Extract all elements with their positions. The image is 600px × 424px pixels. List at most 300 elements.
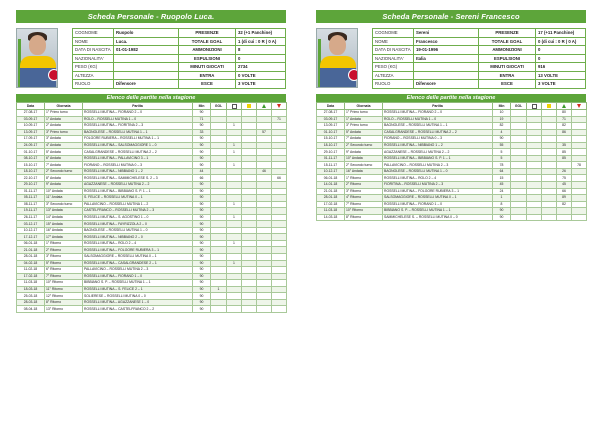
cell-date: 28-01-18 [317, 195, 345, 202]
column-header-col-in [257, 103, 272, 110]
cell-match: SALSOMAGGIORE – ROSSELLI MUTINA 0 – 1 [83, 254, 193, 261]
cell-minutes: 90 [193, 155, 211, 162]
info-label: PESO (KG) [373, 63, 414, 72]
cell-col-white: 1 [227, 214, 242, 221]
info-value: Luca. [114, 37, 179, 46]
player-info-table [372, 28, 586, 89]
cell-match: CASALGRANDESE – ROSSELLI MUTINA 2 – 2 [383, 129, 493, 136]
cell-minutes: 90 [193, 162, 211, 169]
cell-minutes: 19 [493, 116, 511, 123]
cell-date: 11-03-18 [17, 280, 45, 287]
cell-match: ROSSELLI MUTINA – FOLGORE RUBIERA 3 – 1 [83, 247, 193, 254]
cell-minutes: 90 [193, 260, 211, 267]
stat-label: PRESENZE [479, 29, 536, 38]
cell-match: CASTELFRANCO – ROSSELLI MUTINA 2 – 3 [83, 208, 193, 215]
cell-round: 5° Andata [345, 129, 383, 136]
cell-col-in: 57 [257, 129, 272, 136]
cell-col-white: 1 [227, 123, 242, 130]
cell-round: 6° Andata [45, 155, 83, 162]
stat-label: PRESENZE [179, 29, 236, 38]
sub-in-icon [562, 104, 566, 108]
cell-round: 15° Andata [45, 221, 83, 228]
cell-match: ROLO – ROSSELLI MUTINA 1 – 0 [83, 116, 193, 123]
info-row [73, 29, 286, 38]
cell-minutes: 78 [493, 162, 511, 169]
cell-date: 05-11-17 [17, 195, 45, 202]
stat-value: 13 VOLTE [536, 71, 586, 80]
info-label: ALTEZZA [73, 71, 114, 80]
cell-col-in: 85 [557, 155, 572, 162]
cell-round: 9° Andata [345, 149, 383, 156]
cell-minutes: 90 [193, 110, 211, 117]
column-header-match: Partita [383, 103, 493, 110]
cell-round: 7° Ritorno [345, 201, 383, 208]
cell-date: 27-08-17 [17, 110, 45, 117]
table-row [317, 214, 587, 221]
cell-match: FIORANO – ROSSELLI MUTINA 0 – 3 [83, 162, 193, 169]
cell-round: 2° Secondo turno [45, 168, 83, 175]
cell-date: 06-01-18 [17, 240, 45, 247]
info-value: 01-01-1982 [114, 46, 179, 55]
cell-match: ROSSELLI MUTINA – CASTELFRANCO 2 – 2 [83, 306, 193, 313]
cell-round: 13° Ritorno [45, 306, 83, 313]
info-value: Francesco [414, 37, 479, 46]
cell-col-in: 71 [557, 116, 572, 123]
cell-match: ROSSELLI MUTINA – ROLO 2 – 4 [383, 175, 493, 182]
column-header-col-yellow [242, 103, 257, 110]
cell-match: ROSSELLI MUTINA – ROLO 2 – 4 [83, 240, 193, 247]
cell-match: ROSSELLI MUTINA – SAMMICHELESE S. 2 – 3 [83, 175, 193, 182]
cell-round: 9° Andata [45, 182, 83, 189]
info-value: Difensore [414, 80, 479, 89]
cell-minutes: 71 [193, 116, 211, 123]
cell-match: ROSSELLI MUTINA – S. FELICE 2 – 1 [83, 286, 193, 293]
info-row [73, 63, 286, 72]
cell-date: 25-03-18 [17, 293, 45, 300]
cell-match: ROSSELLI MUTINA – FAYRIZZOLA 2 – 0 [83, 221, 193, 228]
cell-minutes: 90 [193, 240, 211, 247]
cell-date: 21-01-18 [17, 247, 45, 254]
cell-col-in: 75 [557, 175, 572, 182]
cell-match: ROSSELLI MUTINA – FIORANO 1 – 0 [383, 201, 493, 208]
cell-round: 3° Andata [45, 136, 83, 143]
cell-minutes: 10 [493, 110, 511, 117]
cell-round: 3° Ritorno [345, 188, 383, 195]
cell-round: 2° Secondo turno [345, 162, 383, 169]
cell-date: 04-02-18 [17, 260, 45, 267]
cell-round: 7° Ritorno [45, 273, 83, 280]
cell-minutes: 45 [493, 182, 511, 189]
cell-round: 8° Ritorno [45, 299, 83, 306]
cell-minutes: 90 [193, 188, 211, 195]
info-label: PESO (KG) [73, 63, 114, 72]
cell-round: 2° Andata [45, 123, 83, 130]
cell-goals [511, 214, 527, 221]
cell-date: 29-10-17 [317, 149, 345, 156]
cell-match: BIBBIANO S. P. – ROSSELLI MUTINA 1 – 1 [83, 280, 193, 287]
cell-date: 03-09-17 [317, 116, 345, 123]
cell-match: ROSSELLI MUTINA – BIBBIANO S. P. 1 – 1 [83, 188, 193, 195]
cell-round: 17° Andata [45, 234, 83, 241]
cell-minutes: 90 [193, 286, 211, 293]
info-label: NOME [373, 37, 414, 46]
cell-match: ROSSELLI MUTINA – FOLGORE RUBIERA 3 – 1 [383, 188, 493, 195]
cell-col-in: 26 [557, 168, 572, 175]
cell-date: 15-10-17 [317, 136, 345, 143]
info-value [414, 63, 479, 72]
cell-match: AGAZZANESE – ROSSELLI MUTINA 2 – 2 [83, 182, 193, 189]
match-list-table [316, 102, 587, 221]
cell-col-in: 82 [557, 201, 572, 208]
player-photo [316, 28, 358, 88]
cell-round: 2° Ritorno [345, 182, 383, 189]
cell-date: 17-09-17 [17, 136, 45, 143]
cell-match: ROLO – ROSSELLI MUTINA 1 – 0 [383, 116, 493, 123]
cell-col-in: 80 [557, 110, 572, 117]
info-value: Difensore [114, 80, 179, 89]
cell-minutes: 55 [493, 142, 511, 149]
cell-date: 28-01-18 [17, 254, 45, 261]
cell-round: 1° Primo turno [45, 110, 83, 117]
cell-round: 11° Andata [45, 195, 83, 202]
cell-match: ROSSELLI MUTINA – S. AGOSTINO 1 – 0 [83, 214, 193, 221]
cell-col-in: 66 [557, 188, 572, 195]
stat-value: 0 [536, 46, 586, 55]
cell-date: 17-02-18 [17, 273, 45, 280]
stat-label: ENTRA [479, 71, 536, 80]
cell-minutes: 64 [493, 168, 511, 175]
cell-match: BIBBIANO S. P. – ROSSELLI MUTINA 1 – 1 [383, 208, 493, 215]
column-header-goals: GOL [511, 103, 527, 110]
sub-out-icon [577, 104, 581, 108]
column-header-col-out [572, 103, 587, 110]
info-row [73, 46, 286, 55]
cell-match: AGAZZANESE – ROSSELLI MUTINA 2 – 2 [383, 149, 493, 156]
cell-date: 14-01-18 [317, 182, 345, 189]
cell-date: 03-09-17 [17, 116, 45, 123]
cell-minutes: 90 [193, 299, 211, 306]
cell-round: 11° Ritorno [45, 286, 83, 293]
cell-round: 7° Andata [345, 136, 383, 143]
stat-value: 8 [236, 46, 286, 55]
cell-minutes: 90 [193, 221, 211, 228]
info-row [373, 63, 586, 72]
player-bio [316, 28, 586, 88]
info-value: 19-01-1996 [414, 46, 479, 55]
cell-match: ROSSELLI MUTINA – AGAZZANESE 1 – 0 [83, 299, 193, 306]
cell-match: ROSSELLI MUTINA – FIORITINA 2 – 3 [83, 123, 193, 130]
column-header-date: Data [17, 103, 45, 110]
player-card-left [16, 10, 286, 313]
cell-date: 01-11-17 [17, 188, 45, 195]
column-header-goals: GOL [211, 103, 227, 110]
stat-label: AMMONIZIONI [479, 46, 536, 55]
cell-date: 15-10-17 [17, 162, 45, 169]
cell-round: 16° Andata [345, 168, 383, 175]
cell-minutes: 15 [493, 175, 511, 182]
yellow-card-icon [247, 104, 251, 108]
cell-match: PALLAVICINO – ROSSELLI MUTINA 2 – 3 [83, 267, 193, 274]
match-list-title: Elenco delle partite nella stagione [316, 94, 586, 102]
cell-date: 18-10-17 [317, 142, 345, 149]
stat-value: 0 [536, 54, 586, 63]
cell-col-in: 46 [257, 168, 272, 175]
cell-match: ROSSELLI MUTINA – NIBBIANO 1 – 2 [383, 142, 493, 149]
cell-minutes: 90 [193, 227, 211, 234]
cell-col-white: 1 [227, 162, 242, 169]
cell-match: SAMMICHELESE S. – ROSSELLI MUTINA 0 – 0 [383, 214, 493, 221]
cell-goals [211, 306, 227, 313]
cell-round: 5° Andata [45, 149, 83, 156]
cell-round: 6° Ritorno [45, 267, 83, 274]
cell-col-in: 82 [557, 123, 572, 130]
cell-minutes: 90 [193, 208, 211, 215]
info-value [114, 63, 179, 72]
cell-match: FIORITINA – ROSSELLI MUTINA 2 – 3 [383, 182, 493, 189]
cell-round: 12° Ritorno [45, 293, 83, 300]
cell-minutes: 90 [193, 254, 211, 261]
info-row [373, 80, 586, 89]
cell-round: 1° Ritorno [45, 240, 83, 247]
column-header-match: Partita [83, 103, 193, 110]
cell-round: 5° Ritorno [45, 260, 83, 267]
stat-value: 916 [536, 63, 586, 72]
white-card-icon [532, 104, 537, 109]
stat-label: ESPULSIONI [179, 54, 236, 63]
match-list-table [16, 102, 287, 313]
info-row [373, 54, 586, 63]
cell-minutes: 5 [493, 155, 511, 162]
stat-label: ENTRA [179, 71, 236, 80]
info-label: NOME [73, 37, 114, 46]
info-row [73, 54, 286, 63]
cell-round: 8° Ritorno [345, 214, 383, 221]
cell-date: 13-09-17 [17, 129, 45, 136]
cell-match: PALLAVICINO – ROSSELLI MUTINA 2 – 3 [383, 162, 493, 169]
cell-match: S. FELICE – ROSSELLI MUTINA 0 – 1 [83, 195, 193, 202]
cell-minutes: 90 [193, 306, 211, 313]
cell-match: ROSSELLI MUTINA – FIORANO 1 – 0 [83, 273, 193, 280]
column-header-round: Giornata [345, 103, 383, 110]
cell-date: 18-03-18 [17, 286, 45, 293]
column-header-col-white [527, 103, 542, 110]
cell-date: 10-12-17 [317, 168, 345, 175]
cell-date: 14-03-18 [317, 214, 345, 221]
cell-col-white [227, 306, 242, 313]
cell-minutes: 90 [493, 136, 511, 143]
info-row [373, 37, 586, 46]
cell-match: ROSSELLI MUTINA – FIORANO 2 – 0 [383, 110, 493, 117]
cell-match: PALLAVICINO – ROSSELLI MUTINA 1 – 2 [83, 201, 193, 208]
cell-date: 10-12-17 [17, 227, 45, 234]
cell-minutes: 8 [493, 201, 511, 208]
info-label: RUOLO [73, 80, 114, 89]
cell-round: 13° Andata [45, 208, 83, 215]
cell-col-in [557, 214, 572, 221]
cell-minutes: 90 [193, 267, 211, 274]
cell-date: 06-01-18 [317, 175, 345, 182]
cell-date: 08-11-17 [17, 201, 45, 208]
stat-label: ESCE [179, 80, 236, 89]
cell-minutes: 44 [193, 168, 211, 175]
stat-value: 0 (di cui : 0 R | 0 A) [536, 37, 586, 46]
cell-round: 10° Ritorno [45, 280, 83, 287]
cell-minutes: 1 [493, 195, 511, 202]
cell-col-white: 1 [227, 201, 242, 208]
stat-value: 0 VOLTE [236, 71, 286, 80]
cell-round: 1° Andata [45, 116, 83, 123]
stat-label: TOTALE GOAL [479, 37, 536, 46]
cell-col-in: 45 [557, 182, 572, 189]
cell-round: 14° Andata [45, 214, 83, 221]
info-value: Sereni [414, 29, 479, 38]
cell-col-in [257, 306, 272, 313]
cell-round: 1° Andata [345, 116, 383, 123]
cell-minutes: 90 [193, 123, 211, 130]
column-header-minutes: Min [193, 103, 211, 110]
cell-minutes: 90 [193, 195, 211, 202]
cell-date: 29-10-17 [17, 182, 45, 189]
cell-date: 17-12-17 [17, 234, 45, 241]
cell-date: 24-09-17 [17, 142, 45, 149]
stat-value: 0 [236, 54, 286, 63]
cell-date: 28-03-18 [17, 299, 45, 306]
cell-col-white: 1 [227, 142, 242, 149]
cell-date: 17-02-18 [317, 201, 345, 208]
cell-date: 08-04-18 [17, 306, 45, 313]
white-card-icon [232, 104, 237, 109]
cell-minutes: 82 [493, 123, 511, 130]
cell-date: 21-01-18 [317, 188, 345, 195]
cell-col-out [572, 214, 587, 221]
cell-date: 10-09-17 [17, 123, 45, 130]
cell-date: 15-11-17 [317, 162, 345, 169]
cell-minutes: 66 [193, 175, 211, 182]
player-card-right [316, 10, 586, 221]
info-label: DATA DI NASCITA [373, 46, 414, 55]
cell-match: ROSSELLI MUTINA – NIBBIANO 2 – 0 [83, 234, 193, 241]
cell-date: 19-11-17 [17, 208, 45, 215]
cell-round: 3° Primo turno [45, 129, 83, 136]
column-header-date: Data [317, 103, 345, 110]
cell-col-in: 86 [557, 129, 572, 136]
column-header-col-out [272, 103, 287, 110]
stat-value: 3 VOLTE [236, 80, 286, 89]
match-list-title: Elenco delle partite nella stagione [16, 94, 286, 102]
cell-col-white: 1 [227, 240, 242, 247]
cell-date: 27-08-17 [317, 110, 345, 117]
cell-date: 03-12-17 [17, 221, 45, 228]
stat-label: MINUTI GIOCATI [179, 63, 236, 72]
cell-date: 11-02-18 [17, 267, 45, 274]
player-bio [16, 28, 286, 88]
info-row [73, 37, 286, 46]
cell-minutes: 4 [493, 129, 511, 136]
cell-round: 2° Ritorno [45, 247, 83, 254]
cell-match: BAGNOLESE – ROSSELLI MUTINA 1 – 0 [383, 168, 493, 175]
cell-minutes: 90 [493, 214, 511, 221]
info-row [373, 29, 586, 38]
sub-out-icon [277, 104, 281, 108]
cell-round: 4° Ritorno [345, 195, 383, 202]
cell-round: 1° Ritorno [345, 175, 383, 182]
stat-value: 3 VOLTE [536, 80, 586, 89]
column-header-col-white [227, 103, 242, 110]
column-header-minutes: Min [493, 103, 511, 110]
cell-round: 2° Secondo turno [345, 142, 383, 149]
cell-match: FOLGORE RUBIERA – ROSSELLI MUTINA 1 – 1 [83, 136, 193, 143]
cell-minutes: 90 [193, 201, 211, 208]
cell-date: 08-10-17 [17, 155, 45, 162]
info-row [373, 46, 586, 55]
cell-match: BAGNOLESE – ROSSELLI MUTINA 1 – 1 [383, 123, 493, 130]
cell-col-out: 78 [572, 162, 587, 169]
column-header-col-yellow [542, 103, 557, 110]
cell-minutes: 90 [193, 214, 211, 221]
info-value: Ruopolo [114, 29, 179, 38]
cell-round: 4° Andata [45, 142, 83, 149]
cell-match: ROSSELLI MUTINA – BIBBIANO S. P. 1 – 1 [383, 155, 493, 162]
cell-minutes: 90 [193, 273, 211, 280]
cell-minutes: 90 [193, 234, 211, 241]
info-row [73, 80, 286, 89]
cell-round: 16° Andata [45, 227, 83, 234]
cell-match: BAGNOLESE – ROSSELLI MUTINA 1 – 0 [83, 227, 193, 234]
cell-col-yellow [542, 214, 557, 221]
cell-date: 22-10-17 [17, 175, 45, 182]
cell-minutes: 90 [493, 208, 511, 215]
cell-match: ROSSELLI MUTINA – PALLAVICINO 3 – 1 [83, 155, 193, 162]
info-label: ALTEZZA [373, 71, 414, 80]
info-label: NAZIONALITA' [73, 54, 114, 63]
cell-match: FIORANO – ROSSELLI MUTINA 0 – 3 [383, 136, 493, 143]
info-value [114, 71, 179, 80]
player-card-title: Scheda Personale - Ruopolo Luca. [16, 10, 286, 23]
cell-col-in: 89 [557, 195, 572, 202]
cell-col-yellow [242, 306, 257, 313]
cell-date: 01-11-17 [317, 155, 345, 162]
player-card-title: Scheda Personale - Sereni Francesco [316, 10, 586, 23]
cell-round: 3° Primo turno [345, 123, 383, 130]
column-header-round: Giornata [45, 103, 83, 110]
stat-value: 2734 [236, 63, 286, 72]
cell-date: 26-11-17 [17, 214, 45, 221]
yellow-card-icon [547, 104, 551, 108]
cell-round: 8° Andata [45, 175, 83, 182]
info-label: RUOLO [373, 80, 414, 89]
cell-round: 10° Andata [345, 155, 383, 162]
stat-label: TOTALE GOAL [179, 37, 236, 46]
cell-col-out [272, 306, 287, 313]
cell-minutes: 90 [193, 149, 211, 156]
stat-label: ESPULSIONI [479, 54, 536, 63]
stat-label: MINUTI GIOCATI [479, 63, 536, 72]
cell-date: 11-03-18 [317, 208, 345, 215]
cell-round: 3° Secondo turno [45, 201, 83, 208]
cell-match: ROSSELLI MUTINA – CASALGRANDESE 2 – 1 [83, 260, 193, 267]
cell-round: 1° Primo turno [345, 110, 383, 117]
stat-value: 1 (di cui : 0 R | 0 A) [236, 37, 286, 46]
info-row [73, 71, 286, 80]
cell-date: 01-10-17 [317, 129, 345, 136]
info-label: COGNOME [73, 29, 114, 38]
cell-col-white: 1 [227, 149, 242, 156]
cell-minutes: 90 [193, 136, 211, 143]
cell-match: SOLIERESE – ROSSELLI MUTINA 0 – 0 [83, 293, 193, 300]
table-row [17, 306, 287, 313]
info-value [114, 54, 179, 63]
player-photo [16, 28, 58, 88]
